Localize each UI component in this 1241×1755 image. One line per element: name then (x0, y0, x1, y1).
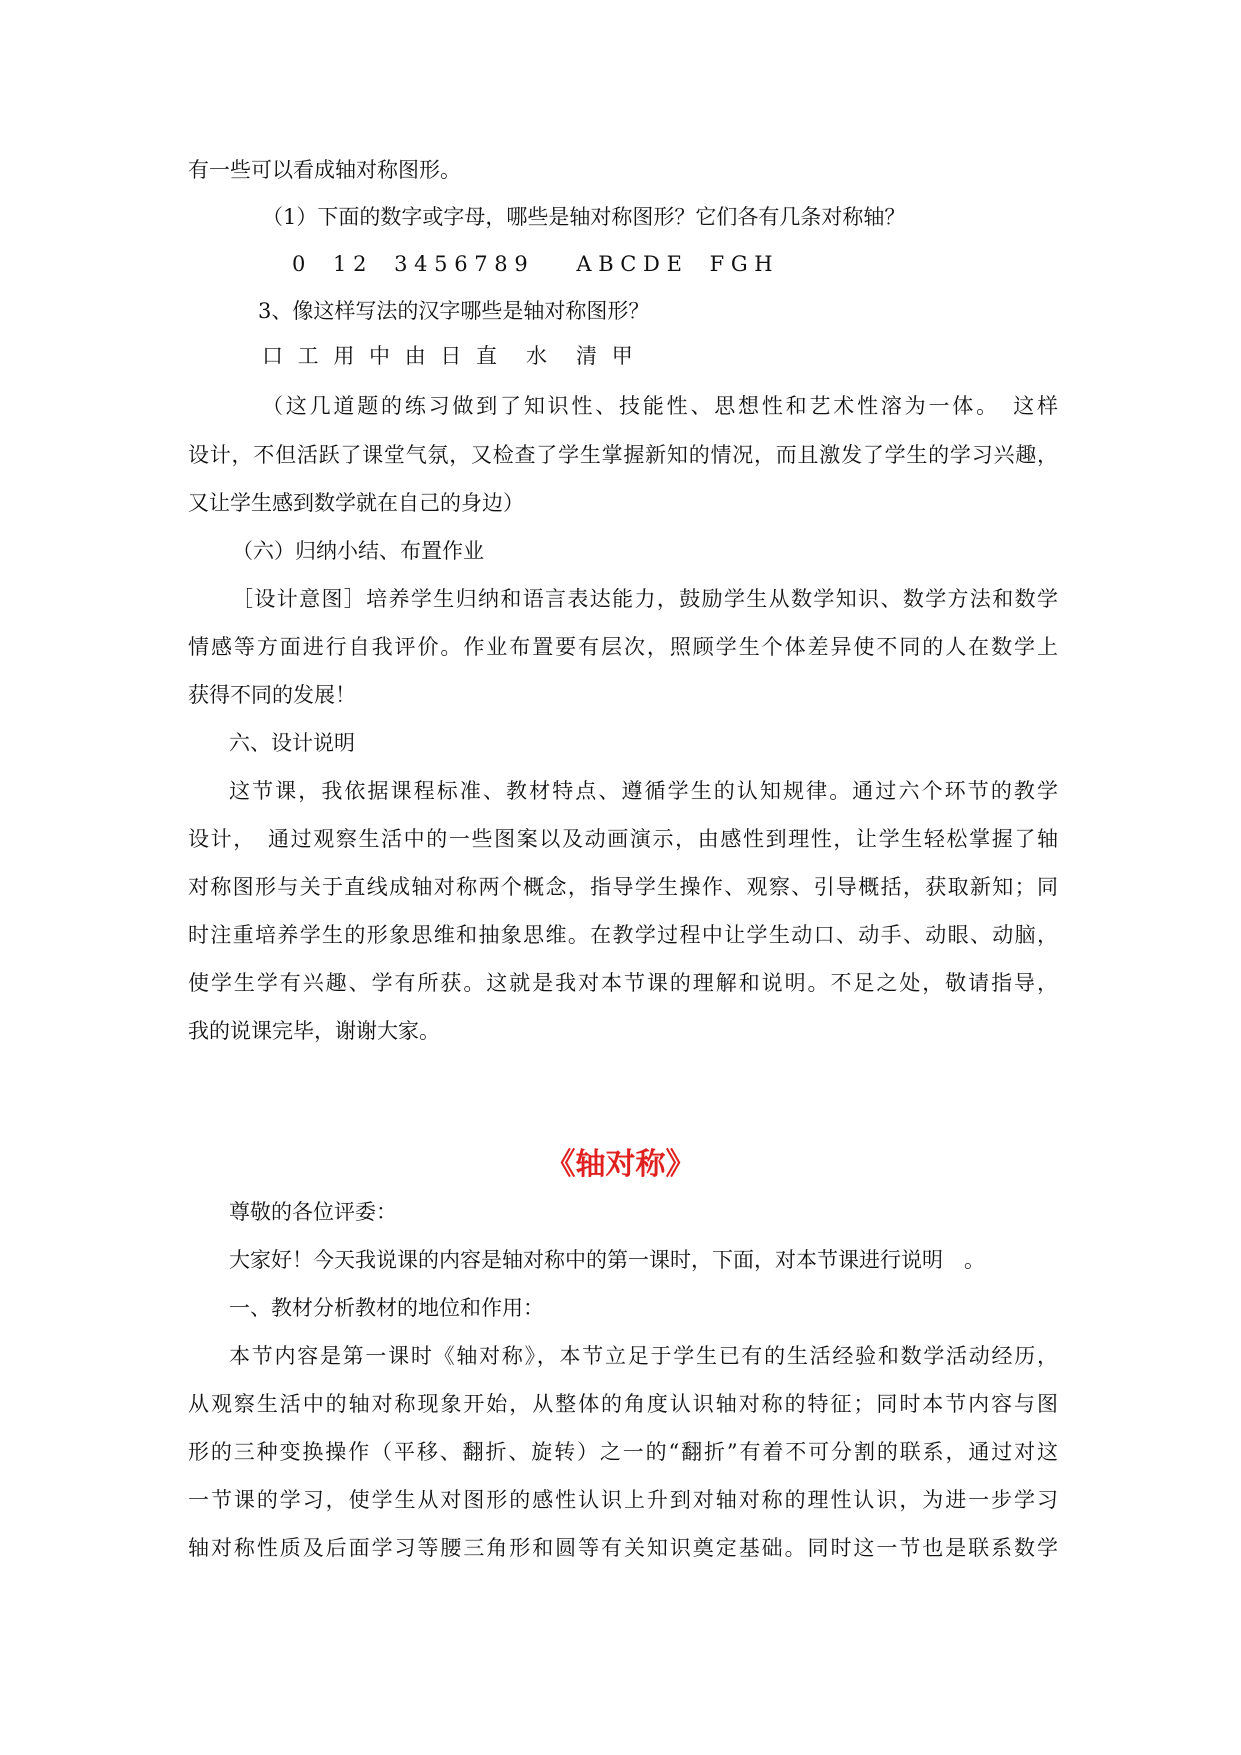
text-line: 又让学生感到数学就在自己的身边） (188, 491, 524, 515)
text-line: 使学生学有兴趣、学有所获。这就是我对本节课的理解和说明。不足之处，敬请指导， (188, 971, 1058, 995)
text-line: 这节课，我依据课程标准、教材特点、遵循学生的认知规律。通过六个环节的教学 (229, 779, 1058, 803)
text-line: 获得不同的发展！ (188, 683, 356, 707)
text-line: 从观察生活中的轴对称现象开始，从整体的角度认识轴对称的特征；同时本节内容与图 (188, 1392, 1058, 1416)
text-line: 一节课的学习，使学生从对图形的感性认识上升到对轴对称的理性认识，为进一步学习 (188, 1488, 1058, 1512)
document-title: 《轴对称》 (545, 1147, 696, 1182)
text-line: 对称图形与关于直线成轴对称两个概念，指导学生操作、观察、引导概括，获取新知；同 (188, 875, 1058, 899)
text-line: 时注重培养学生的形象思维和抽象思维。在教学过程中让学生动口、动手、动眼、动脑， (188, 923, 1058, 947)
text-line: 轴对称性质及后面学习等腰三角形和圆等有关知识奠定基础。同时这一节也是联系数学 (188, 1536, 1058, 1560)
text-line: 情感等方面进行自我评价。作业布置要有层次，照顾学生个体差异使不同的人在数学上 (188, 635, 1058, 659)
section-heading: 六、设计说明 (229, 731, 355, 755)
text-line: ［设计意图］培养学生归纳和语言表达能力，鼓励学生从数学知识、数学方法和数学 (232, 587, 1058, 611)
text-line: 设计， 通过观察生活中的一些图案以及动画演示，由感性到理性，让学生轻松掌握了轴 (188, 827, 1058, 851)
text-line: 设计，不但活跃了课堂气氛，又检查了学生掌握新知的情况，而且激发了学生的学习兴趣， (188, 443, 1058, 467)
text-line: 本节内容是第一课时《轴对称》，本节立足于学生已有的生活经验和数学活动经历， (229, 1344, 1058, 1368)
text-line: 大家好！今天我说课的内容是轴对称中的第一课时，下面，对本节课进行说明 。 (229, 1248, 985, 1272)
greeting: 尊敬的各位评委： (229, 1200, 397, 1224)
text-line: 形的三种变换操作（平移、翻折、旋转）之一的“翻折”有着不可分割的联系，通过对这 (188, 1440, 1058, 1464)
text-line: 我的说课完毕，谢谢大家。 (188, 1019, 440, 1043)
text-line: （这几道题的练习做到了知识性、技能性、思想性和艺术性溶为一体。 这样 (262, 394, 1058, 418)
question-3: 3、像这样写法的汉字哪些是轴对称图形？ (258, 299, 650, 323)
question-1: （1）下面的数字或字母，哪些是轴对称图形？它们各有几条对称轴？ (262, 205, 906, 229)
digits-letters-row: 0 1 2 3 4 5 6 7 8 9 A B C D E F G H (292, 252, 773, 276)
text-line: 有一些可以看成轴对称图形。 (188, 158, 461, 182)
chinese-chars-row: 口 工 用 中 由 日 直 水 清 甲 (262, 344, 637, 368)
section-heading: （六）归纳小结、布置作业 (232, 539, 484, 563)
section-heading: 一、教材分析教材的地位和作用： (229, 1296, 544, 1320)
